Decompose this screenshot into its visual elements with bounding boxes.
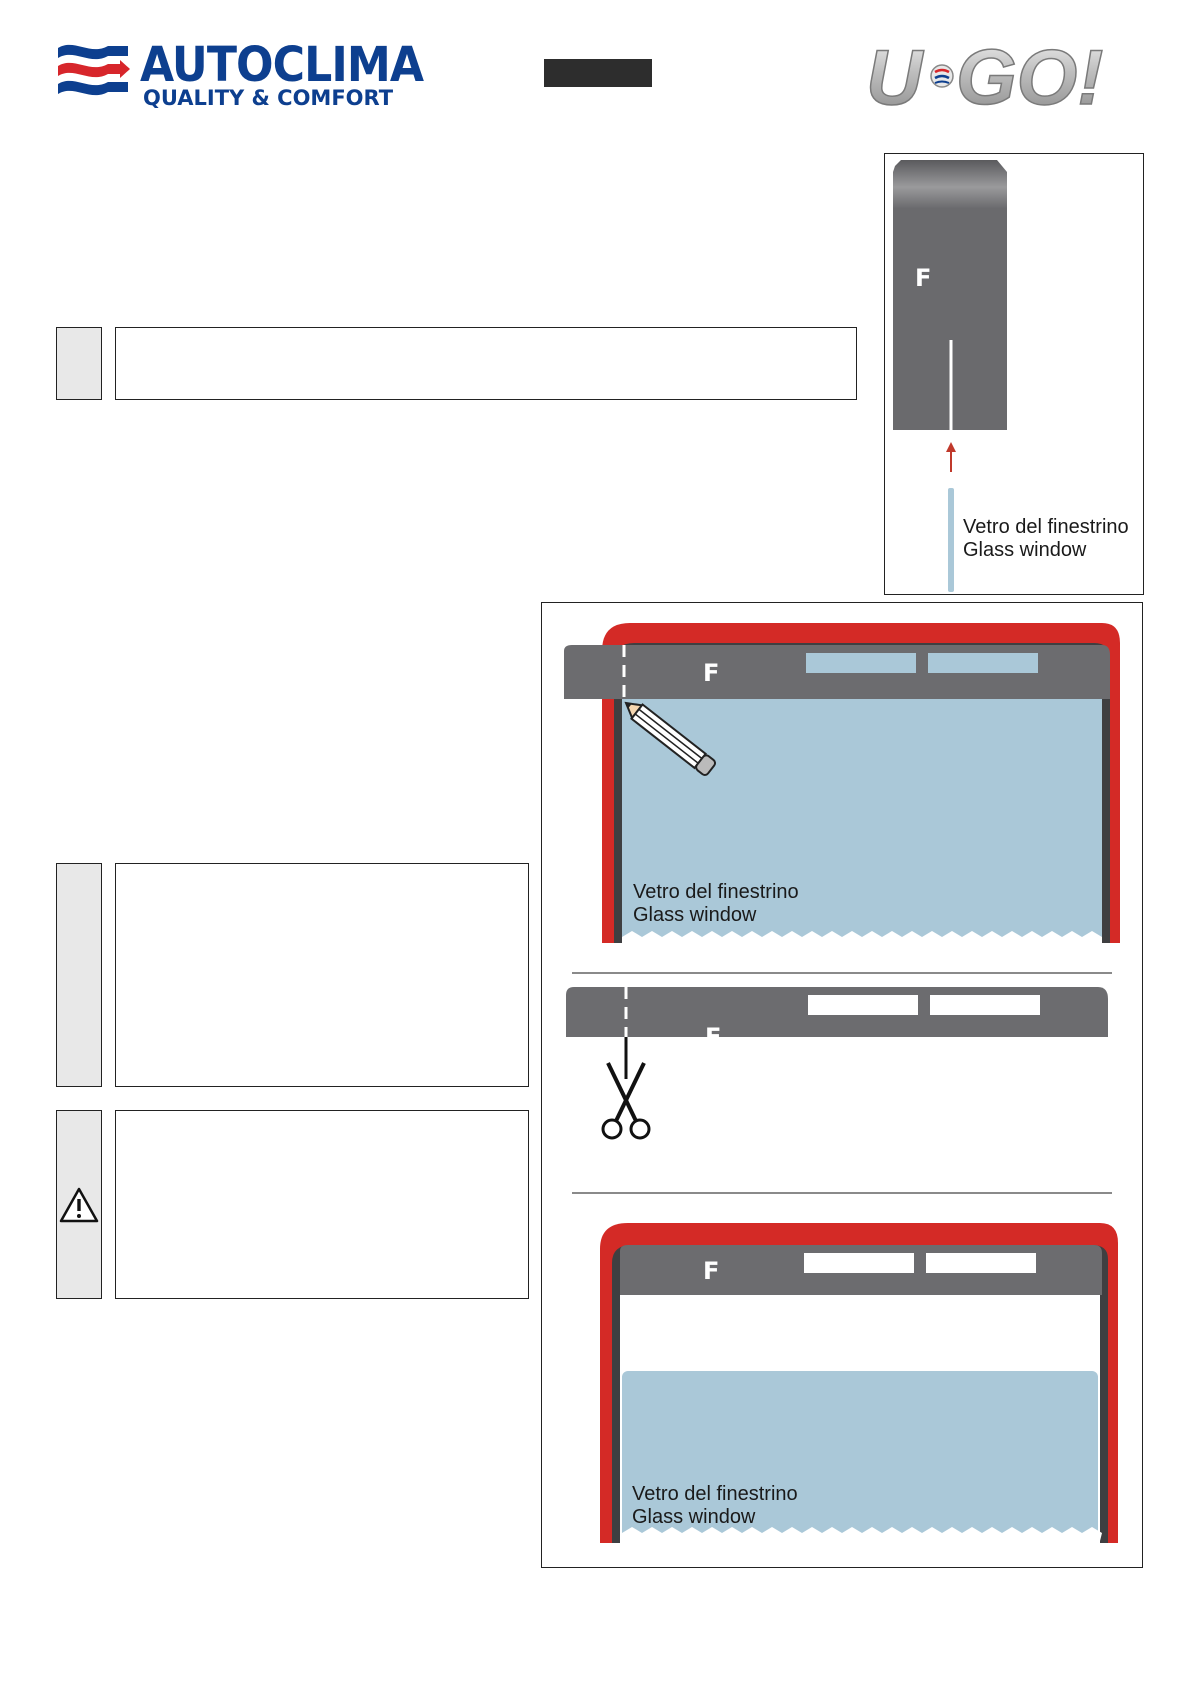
step2-seal-strip: [566, 987, 1108, 1079]
step1-part-label-f: F: [703, 659, 720, 687]
info-sidebar: [56, 863, 102, 1087]
svg-text:U: U: [866, 36, 923, 116]
svg-text:GO!: GO!: [956, 36, 1104, 116]
autoclima-logo: [56, 38, 130, 106]
ugo-product-logo: [862, 36, 1144, 116]
step1-caption-it: Vetro del finestrino: [633, 881, 799, 903]
part-label-f: F: [915, 264, 932, 292]
step2-part-label-f: F: [705, 1023, 722, 1051]
warning-sidebar: [56, 1110, 102, 1299]
warning-triangle-icon: [59, 1187, 99, 1223]
glass-caption-en: Glass window: [963, 539, 1087, 561]
note-sidebar: [56, 327, 102, 400]
autoclima-waves-icon: [56, 38, 130, 106]
brand-tagline: QUALITY & COMFORT: [143, 86, 394, 110]
step3-part-label-f: F: [703, 1257, 720, 1285]
figure-glass-insertion: [884, 153, 1144, 595]
warning-box: [115, 1110, 529, 1299]
step3-caption-en: Glass window: [632, 1506, 756, 1528]
step3-caption-it: Vetro del finestrino: [632, 1483, 798, 1505]
step1-caption-en: Glass window: [633, 904, 757, 926]
redacted-label: [544, 59, 652, 87]
note-box: [115, 327, 857, 400]
brand-name: AUTOCLIMA: [140, 37, 424, 93]
glass-caption-it: Vetro del finestrino: [963, 516, 1129, 538]
figure-cutting-steps: [541, 602, 1143, 1568]
info-box: [115, 863, 529, 1087]
